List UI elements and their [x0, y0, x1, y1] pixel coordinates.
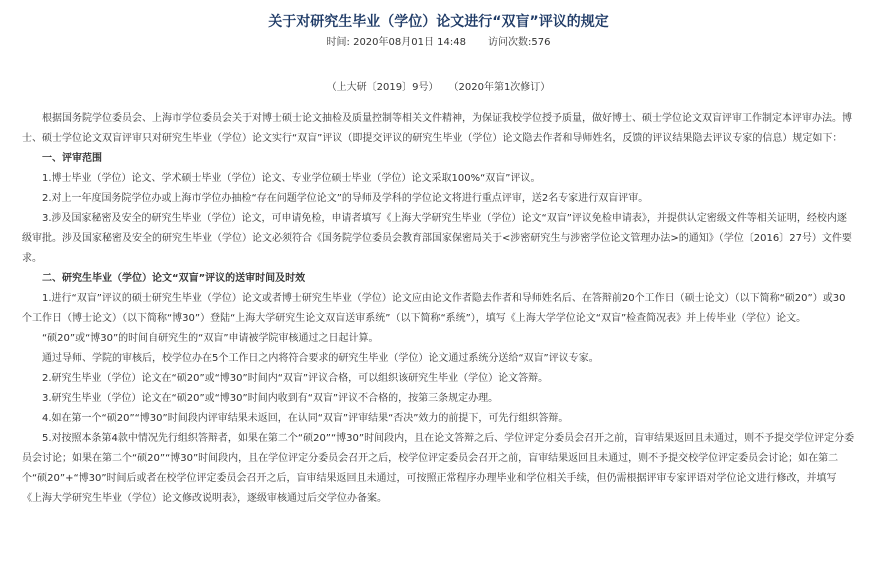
paragraph: 3.研究生毕业（学位）论文在“硕20”或“博30”时间内收到有“双盲”评议不合格的，按第三条规定办理。	[42, 393, 499, 404]
document-body	[22, 109, 855, 509]
visit-count: 访问次数:576	[487, 37, 551, 48]
document-meta	[22, 36, 855, 50]
document-title: 关于对研究生毕业（学位）论文进行“双盲”评议的规定	[268, 14, 609, 30]
document-number-line	[22, 81, 855, 95]
revision-note: （2020年第1次修订）	[448, 82, 551, 93]
paragraph: 通过导师、学院的审核后，校学位办在5个工作日之内将符合要求的研究生毕业（学位）论文通过系统分送给“双盲”评议专家。	[42, 353, 599, 364]
paragraph: 2.研究生毕业（学位）论文在“硕20”或“博30”时间内“双盲”评议合格，可以组织该研究生毕业（学位）论文答辩。	[42, 373, 549, 384]
paragraph: 2.对上一年度国务院学位办或上海市学位办抽检“存在问题学位论文”的导师及学科的学位论文将进行重点评审，送2名专家进行双盲评审。	[42, 193, 649, 204]
paragraph: 4.如在第一个“硕20”“博30”时间段内评审结果未返回，在认同“双盲”评审结果“否决”效力的前提下，可先行组织答辩。	[42, 413, 569, 424]
paragraph: 3.涉及国家秘密及安全的研究生毕业（学位）论文，可申请免检，申请者填写《上海大学研究生毕业（学位）论文“双盲”评议免检申请表》，并提供认定密级文件等相关证明，经校内逐级审批。涉及国家秘密及安全的研究生毕业（学位）论文必须符合《国务院学位委员会教育部国家保密局关于<涉密研究生与涉密学位论文管理办法>的通知》（学位〔2016〕27号）文件要求。	[22, 213, 852, 264]
paragraph: 根据国务院学位委员会、上海市学位委员会关于对博士硕士论文抽检及质量控制等相关文件精神，为保证我校学位授予质量，做好博士、硕士学位论文双盲评审工作制定本评审办法。博士、硕士学位论文双盲评审只对研究生毕业（学位）论文实行“双盲”评议（即提交评议的研究生毕业（学位）论文隐去作者和导师姓名，反馈的评议结果隐去评议专家的信息）规定如下：	[22, 113, 852, 144]
paragraph: “硕20”或“博30”的时间自研究生的“双盲”申请被学院审核通过之日起计算。	[42, 333, 379, 344]
section-heading: 二、研究生毕业（学位）论文“双盲”评议的送审时间及时效	[42, 273, 306, 284]
paragraph: 1.博士毕业（学位）论文、学术硕士毕业（学位）论文、专业学位硕士毕业（学位）论文采取100%“双盲”评议。	[42, 173, 541, 184]
paragraph: 1.进行“双盲”评议的硕士研究生毕业（学位）论文或者博士研究生毕业（学位）论文应由论文作者隐去作者和导师姓名后、在答辩前20个工作日（硕士论文）（以下简称“硕20”）或30个工作日（博士论文）（以下简称“博30”）登陆“上海大学研究生论文双盲送审系统”（以下简称“系统”），填写《上海大学学位论文“双盲”检查简况表》并上传毕业（学位）论文。	[22, 293, 846, 324]
publish-time: 时间: 2020年08月01日 14:48	[326, 37, 466, 48]
section-heading: 一、评审范围	[42, 153, 102, 164]
paragraph: 5.对按照本条第4款中情况先行组织答辩者，如果在第二个“硕20”“博30”时间段内，且在论文答辩之后、学位评定分委员会召开之前，盲审结果返回且未通过，则不予提交学位评定分委员会讨论；如果在第二个“硕20”“博30”时间段内，且在学位评定分委员会召开之后，校学位评定委员会召开之前，盲审结果返回且未通过，则不予提交校学位评定委员会讨论；如在第二个“硕20”+“博30”时间后或者在校学位评定委员会召开之后，盲审结果返回且未通过，可按照正常程序办理毕业和学位相关手续，但仍需根据评审专家评语对学位论文进行修改，并填写《上海大学研究生毕业（学位）论文修改说明表》，逐级审核通过后交学位办备案。	[22, 433, 855, 504]
document-number: （上大研〔2019〕9号）	[326, 82, 439, 93]
